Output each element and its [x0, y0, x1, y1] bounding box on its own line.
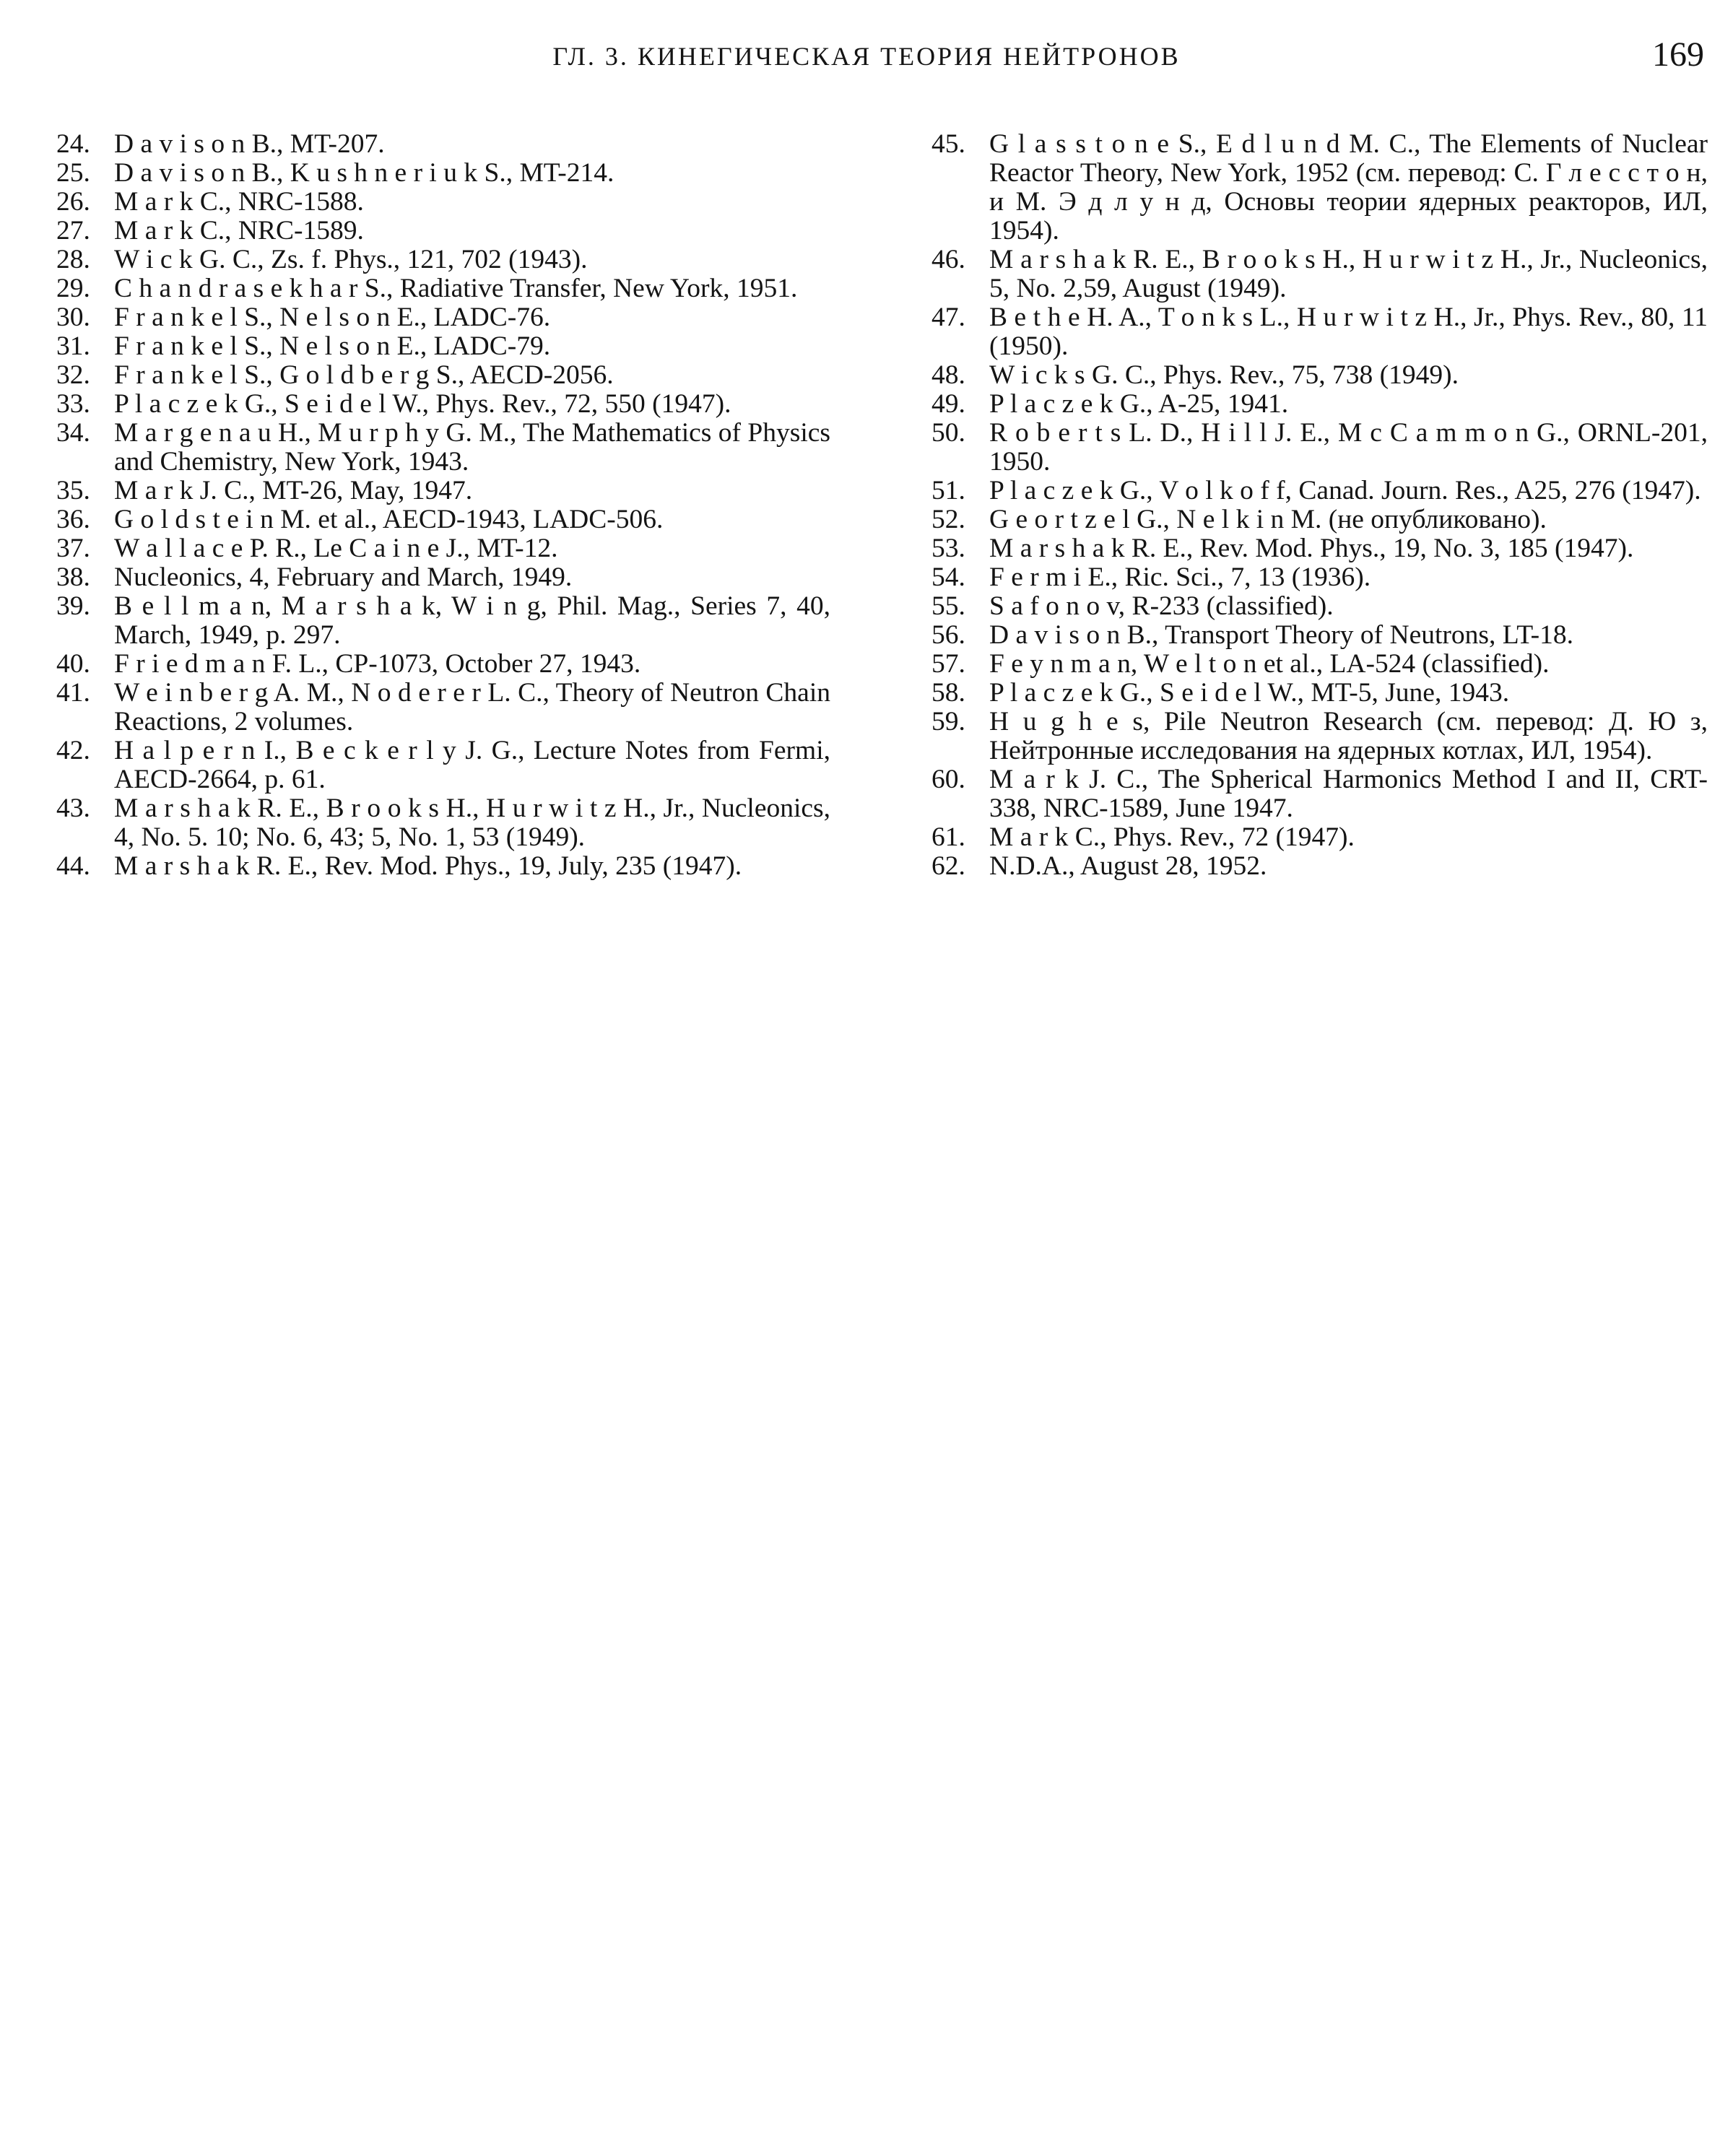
reference-text: M a r s h a k R. E., Rev. Mod. Phys., 19, July, 235 (1947). — [114, 851, 742, 881]
reference-entry — [931, 130, 1708, 245]
reference-entry — [56, 650, 830, 679]
reference-number: 31. — [56, 331, 90, 361]
reference-entry — [56, 361, 830, 390]
reference-text: F r a n k e l S., G o l d b e r g S., AECD-2056. — [114, 360, 614, 390]
reference-number: 33. — [56, 389, 90, 419]
reference-text: P l a c z e k G., V o l k o f f, Canad. Journ. Res., A25, 276 (1947). — [989, 476, 1701, 505]
reference-text: M a r k C., NRC-1588. — [114, 187, 364, 217]
reference-number: 34. — [56, 418, 90, 448]
reference-text: B e l l m a n, M a r s h a k, W i n g, Phil. Mag., Series 7, 40, March, 1949, p. 297. — [114, 591, 830, 650]
reference-entry — [56, 794, 830, 852]
reference-number: 52. — [931, 505, 965, 534]
reference-number: 54. — [931, 562, 965, 592]
reference-number: 50. — [931, 418, 965, 448]
running-head: ГЛ. 3. КИНЕГИЧЕСКАЯ ТЕОРИЯ НЕЙТРОНОВ — [552, 42, 1181, 71]
reference-text: M a r k C., Phys. Rev., 72 (1947). — [989, 822, 1355, 852]
reference-text: F r i e d m a n F. L., CP-1073, October 27, 1943. — [114, 649, 641, 679]
reference-number: 25. — [56, 158, 90, 188]
reference-entry — [56, 534, 830, 563]
reference-text: G l a s s t o n e S., E d l u n d M. C., The Elements of Nuclear Reactor Theory, New York, 1952 (см. перевод: С. Г л е с с т о н, и М. Э д л у н д, Основы теории ядерных реакторов, ИЛ, 1954). — [989, 129, 1708, 245]
reference-number: 24. — [56, 129, 90, 159]
reference-entry — [931, 650, 1708, 679]
reference-number: 60. — [931, 765, 965, 794]
reference-entry — [56, 736, 830, 794]
reference-entry — [931, 708, 1708, 765]
reference-entry — [931, 621, 1708, 650]
reference-number: 29. — [56, 274, 90, 303]
reference-entry — [56, 563, 830, 592]
reference-entry — [56, 419, 830, 477]
reference-text: N.D.A., August 28, 1952. — [989, 851, 1267, 881]
page-number: 169 — [1652, 35, 1704, 74]
reference-text: B e t h e H. A., T o n k s L., H u r w i t z H., Jr., Phys. Rev., 80, 11 (1950). — [989, 303, 1708, 361]
reference-number: 30. — [56, 303, 90, 332]
reference-number: 57. — [931, 649, 965, 679]
reference-entry — [931, 361, 1708, 390]
reference-number: 55. — [931, 591, 965, 621]
reference-number: 51. — [931, 476, 965, 505]
reference-text: F r a n k e l S., N e l s o n E., LADC-76. — [114, 303, 551, 332]
reference-entry — [931, 505, 1708, 534]
reference-text: D a v i s o n B., K u s h n e r i u k S., MT-214. — [114, 158, 614, 188]
reference-number: 61. — [931, 822, 965, 852]
reference-number: 53. — [931, 534, 965, 563]
reference-entry — [56, 505, 830, 534]
references-right-column — [931, 130, 1708, 881]
reference-entry — [56, 390, 830, 419]
reference-text: F e r m i E., Ric. Sci., 7, 13 (1936). — [989, 562, 1371, 592]
reference-text: D a v i s o n B., Transport Theory of Neutrons, LT-18. — [989, 620, 1574, 650]
reference-number: 46. — [931, 245, 965, 274]
reference-entry — [56, 592, 830, 650]
reference-entry — [56, 130, 830, 159]
reference-text: W a l l a c e P. R., Le C a i n e J., MT-12. — [114, 534, 558, 563]
reference-number: 56. — [931, 620, 965, 650]
reference-number: 37. — [56, 534, 90, 563]
reference-entry — [56, 159, 830, 188]
reference-text: P l a c z e k G., S e i d e l W., MT-5, June, 1943. — [989, 678, 1510, 708]
reference-number: 32. — [56, 360, 90, 390]
reference-entry — [56, 274, 830, 303]
reference-entry — [931, 765, 1708, 823]
reference-number: 62. — [931, 851, 965, 881]
reference-number: 44. — [56, 851, 90, 881]
reference-number: 27. — [56, 216, 90, 245]
reference-text: R o b e r t s L. D., H i l l J. E., M c C a m m o n G., ORNL-201, 1950. — [989, 418, 1708, 477]
reference-text: M a r k C., NRC-1589. — [114, 216, 364, 245]
reference-number: 39. — [56, 591, 90, 621]
reference-entry — [56, 188, 830, 217]
reference-number: 28. — [56, 245, 90, 274]
reference-number: 43. — [56, 794, 90, 823]
reference-text: G e o r t z e l G., N e l k i n M. (не опубликовано). — [989, 505, 1547, 534]
reference-text: P l a c z e k G., A-25, 1941. — [989, 389, 1289, 419]
reference-entry — [931, 419, 1708, 477]
reference-number: 59. — [931, 707, 965, 736]
reference-text: G o l d s t e i n M. et al., AECD-1943, LADC-506. — [114, 505, 664, 534]
reference-text: W i c k s G. C., Phys. Rev., 75, 738 (1949). — [989, 360, 1459, 390]
reference-text: W e i n b e r g A. M., N o d e r e r L. C., Theory of Neutron Chain Reactions, 2 volumes. — [114, 678, 830, 736]
reference-entry — [931, 534, 1708, 563]
reference-entry — [931, 592, 1708, 621]
reference-entry — [56, 245, 830, 274]
reference-entry — [931, 823, 1708, 852]
reference-entry — [931, 477, 1708, 505]
reference-text: D a v i s o n B., MT-207. — [114, 129, 385, 159]
reference-text: M a r k J. C., MT-26, May, 1947. — [114, 476, 473, 505]
reference-text: M a r s h a k R. E., B r o o k s H., H u r w i t z H., Jr., Nucleonics, 4, No. 5. 10; No. 6, 43; 5, No. 1, 53 (1949). — [114, 794, 830, 852]
reference-entry — [56, 679, 830, 736]
reference-text: P l a c z e k G., S e i d e l W., Phys. Rev., 72, 550 (1947). — [114, 389, 731, 419]
reference-number: 38. — [56, 562, 90, 592]
reference-entry — [56, 332, 830, 361]
reference-number: 35. — [56, 476, 90, 505]
reference-number: 26. — [56, 187, 90, 217]
reference-text: H u g h e s, Pile Neutron Research (см. перевод: Д. Ю з, Нейтронные исследования на ядерных котлах, ИЛ, 1954). — [989, 707, 1708, 765]
reference-entry — [56, 852, 830, 881]
reference-number: 47. — [931, 303, 965, 332]
reference-number: 48. — [931, 360, 965, 390]
references-left-column — [56, 130, 830, 881]
reference-number: 42. — [56, 736, 90, 765]
reference-text: W i c k G. C., Zs. f. Phys., 121, 702 (1943). — [114, 245, 588, 274]
reference-text: M a r s h a k R. E., Rev. Mod. Phys., 19, No. 3, 185 (1947). — [989, 534, 1634, 563]
reference-number: 58. — [931, 678, 965, 708]
reference-entry — [56, 217, 830, 245]
reference-text: M a r k J. C., The Spherical Harmonics Method I and II, CRT-338, NRC-1589, June 1947. — [989, 765, 1708, 823]
reference-text: C h a n d r a s e k h a r S., Radiative Transfer, New York, 1951. — [114, 274, 798, 303]
reference-text: F e y n m a n, W e l t o n et al., LA-524 (classified). — [989, 649, 1550, 679]
reference-text: S a f o n o v, R-233 (classified). — [989, 591, 1334, 621]
reference-number: 49. — [931, 389, 965, 419]
reference-entry — [56, 477, 830, 505]
reference-entry — [931, 679, 1708, 708]
reference-text: M a r s h a k R. E., B r o o k s H., H u r w i t z H., Jr., Nucleonics, 5, No. 2,59, August (1949). — [989, 245, 1708, 303]
reference-entry — [56, 303, 830, 332]
reference-text: M a r g e n a u H., M u r p h y G. M., The Mathematics of Physics and Chemistry, New York, 1943. — [114, 418, 830, 477]
reference-text: H a l p e r n I., B e c k e r l y J. G., Lecture Notes from Fermi, AECD-2664, p. 61. — [114, 736, 830, 794]
reference-number: 40. — [56, 649, 90, 679]
reference-entry — [931, 245, 1708, 303]
reference-entry — [931, 303, 1708, 361]
reference-number: 36. — [56, 505, 90, 534]
reference-text: F r a n k e l S., N e l s o n E., LADC-79. — [114, 331, 551, 361]
reference-entry — [931, 852, 1708, 881]
reference-entry — [931, 390, 1708, 419]
reference-text: Nucleonics, 4, February and March, 1949. — [114, 562, 573, 592]
reference-number: 45. — [931, 129, 965, 159]
reference-number: 41. — [56, 678, 90, 708]
reference-entry — [931, 563, 1708, 592]
